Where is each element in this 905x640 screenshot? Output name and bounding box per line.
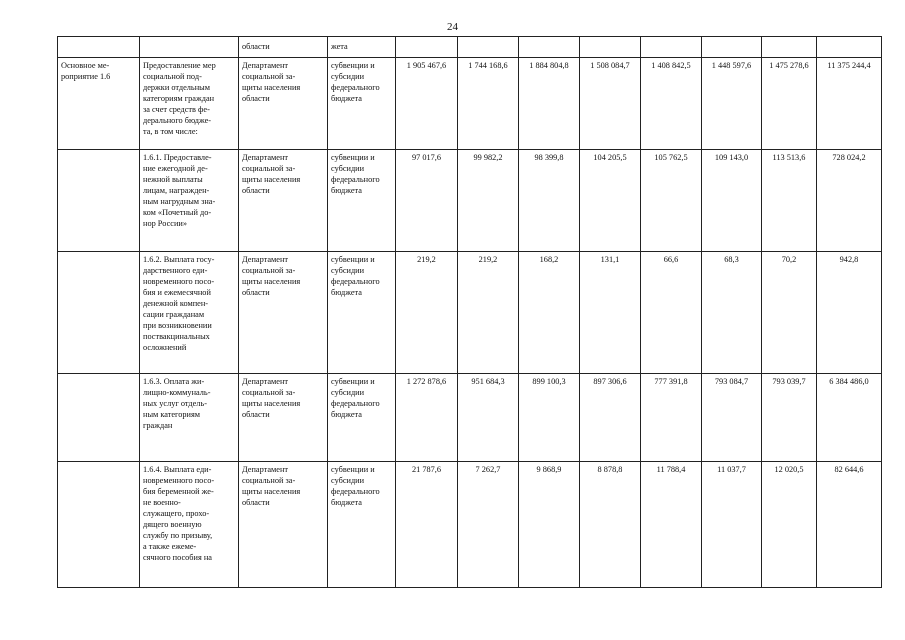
- value-cell: 11 037,7: [702, 462, 762, 588]
- table-row: [58, 58, 882, 150]
- value-cell: 68,3: [702, 252, 762, 374]
- measure-cell: Предоставление мер социальной под- держки отдельным категориям граждан за счет средств фе- дерального бюдже- та, в том числе:: [140, 58, 239, 150]
- value-cell: 1 408 842,5: [641, 58, 702, 150]
- value-cell: 897 306,6: [580, 374, 641, 462]
- value-cell-total: 11 375 244,4: [817, 58, 882, 150]
- executor-cell: Департамент социальной за- щиты населения области: [239, 374, 328, 462]
- value-cell: 793 039,7: [762, 374, 817, 462]
- value-cell: 951 684,3: [458, 374, 519, 462]
- page-number: 24: [447, 21, 458, 33]
- value-cell-total: 942,8: [817, 252, 882, 374]
- source-cell: субвенции и субсидии федерального бюджета: [328, 150, 396, 252]
- value-cell: 97 017,6: [396, 150, 458, 252]
- source-cell: субвенции и субсидии федерального бюджета: [328, 252, 396, 374]
- value-cell: 98 399,8: [519, 150, 580, 252]
- value-cell: 1 744 168,6: [458, 58, 519, 150]
- value-cell: 113 513,6: [762, 150, 817, 252]
- value-cell: 7 262,7: [458, 462, 519, 588]
- value-cell: 168,2: [519, 252, 580, 374]
- value-cell: 219,2: [396, 252, 458, 374]
- table-header-row: [58, 37, 882, 58]
- value-cell: 1 475 278,6: [762, 58, 817, 150]
- value-cell: 104 205,5: [580, 150, 641, 252]
- value-cell: 8 878,8: [580, 462, 641, 588]
- value-cell: 70,2: [762, 252, 817, 374]
- executor-cell: Департамент социальной за- щиты населения области: [239, 58, 328, 150]
- value-cell: 1 448 597,6: [702, 58, 762, 150]
- header-cell: [458, 37, 519, 58]
- value-cell: 219,2: [458, 252, 519, 374]
- measure-cell: 1.6.2. Выплата госу- дарственного еди- новременного посо- бия и ежемесячной денежной компен- сации гражданам при возникновении поствакцинальных осложнений: [140, 252, 239, 374]
- value-cell: 1 508 084,7: [580, 58, 641, 150]
- value-cell: 131,1: [580, 252, 641, 374]
- event-cell: [58, 462, 140, 588]
- source-cell: субвенции и субсидии федерального бюджета: [328, 462, 396, 588]
- executor-cell: Департамент социальной за- щиты населения области: [239, 462, 328, 588]
- event-cell: Основное ме- роприятие 1.6: [58, 58, 140, 150]
- header-cell: [140, 37, 239, 58]
- event-cell: [58, 150, 140, 252]
- value-cell: 12 020,5: [762, 462, 817, 588]
- value-cell: 11 788,4: [641, 462, 702, 588]
- value-cell: 109 143,0: [702, 150, 762, 252]
- value-cell: 9 868,9: [519, 462, 580, 588]
- measure-cell: 1.6.1. Предоставле- ние ежегодной де- нежной выплаты лицам, награжден- ным нагрудным зна- ком «Почетный до- нор России»: [140, 150, 239, 252]
- measure-cell: 1.6.3. Оплата жи- лищно-коммуналь- ных услуг отдель- ным категориям граждан: [140, 374, 239, 462]
- header-cell: [817, 37, 882, 58]
- value-cell: 1 272 878,6: [396, 374, 458, 462]
- executor-cell: Департамент социальной за- щиты населения области: [239, 150, 328, 252]
- value-cell: 66,6: [641, 252, 702, 374]
- executor-cell: Департамент социальной за- щиты населения области: [239, 252, 328, 374]
- event-cell: [58, 252, 140, 374]
- value-cell: 21 787,6: [396, 462, 458, 588]
- source-cell: субвенции и субсидии федерального бюджета: [328, 374, 396, 462]
- table-row: [58, 374, 882, 462]
- value-cell: 793 084,7: [702, 374, 762, 462]
- header-cell: [58, 37, 140, 58]
- source-cell: субвенции и субсидии федерального бюджета: [328, 58, 396, 150]
- header-cell: [702, 37, 762, 58]
- value-cell: 899 100,3: [519, 374, 580, 462]
- value-cell-total: 728 024,2: [817, 150, 882, 252]
- budget-table: [57, 36, 882, 588]
- value-cell: 1 905 467,6: [396, 58, 458, 150]
- header-cell: [396, 37, 458, 58]
- table-row: [58, 150, 882, 252]
- table-row: [58, 462, 882, 588]
- table-row: [58, 252, 882, 374]
- value-cell: 1 884 804,8: [519, 58, 580, 150]
- header-cell-executor: области: [239, 37, 328, 58]
- header-cell: [762, 37, 817, 58]
- value-cell-total: 6 384 486,0: [817, 374, 882, 462]
- header-cell: [580, 37, 641, 58]
- header-cell: [519, 37, 580, 58]
- header-cell: [641, 37, 702, 58]
- header-cell-source: жета: [328, 37, 396, 58]
- measure-cell: 1.6.4. Выплата еди- новременного посо- бия беременной же- не военно- служащего, прохо- дящего военную службу по призыву, а также ежеме- сячного пособия на: [140, 462, 239, 588]
- event-cell: [58, 374, 140, 462]
- value-cell-total: 82 644,6: [817, 462, 882, 588]
- value-cell: 99 982,2: [458, 150, 519, 252]
- value-cell: 105 762,5: [641, 150, 702, 252]
- value-cell: 777 391,8: [641, 374, 702, 462]
